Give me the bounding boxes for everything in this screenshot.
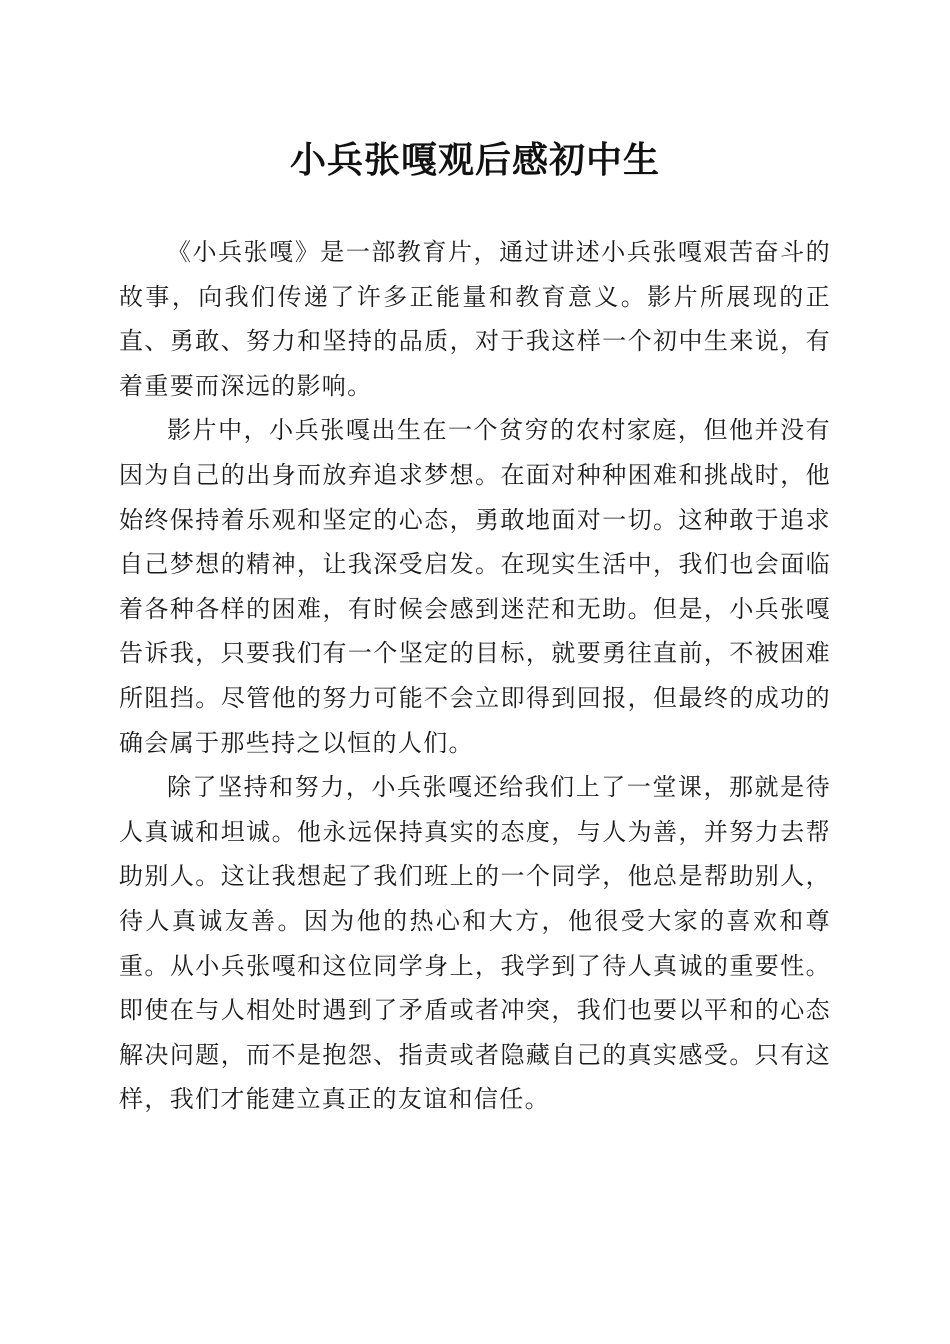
paragraph-perseverance: 影片中，小兵张嘎出生在一个贫穷的农村家庭，但他并没有因为自己的出身而放弃追求梦想。在面对种种困难和挑战时，他始终保持着乐观和坚定的心态，勇敢地面对一切。这种敢于追求自己梦想的精神，让我深受启发。在现实生活中，我们也会面临着各种各样的困难，有时候会感到迷茫和无助。但是，小兵张嘎告诉我，只要我们有一个坚定的目标，就要勇往直前，不被困难所阻挡。尽管他的努力可能不会立即得到回报，但最终的成功的确会属于那些持之以恒的人们。	[119, 416, 831, 757]
paragraph-intro: 《小兵张嘎》是一部教育片，通过讲述小兵张嘎艰苦奋斗的故事，向我们传递了许多正能量和教育意义。影片所展现的正直、勇敢、努力和坚持的品质，对于我这样一个初中生来说，有着重要而深远的影响。	[119, 238, 831, 400]
document-body	[119, 230, 831, 1122]
paragraph-sincerity: 除了坚持和努力，小兵张嘎还给我们上了一堂课，那就是待人真诚和坦诚。他永远保持真实的态度，与人为善，并努力去帮助别人。这让我想起了我们班上的一个同学，他总是帮助别人，待人真诚友善。因为他的热心和大方，他很受大家的喜欢和尊重。从小兵张嘎和这位同学身上，我学到了待人真诚的重要性。即使在与人相处时遇到了矛盾或者冲突，我们也要以平和的心态解决问题，而不是抱怨、指责或者隐藏自己的真实感受。只有这样，我们才能建立真正的友谊和信任。	[119, 773, 831, 1114]
document-title: 小兵张嘎观后感初中生	[289, 139, 660, 181]
